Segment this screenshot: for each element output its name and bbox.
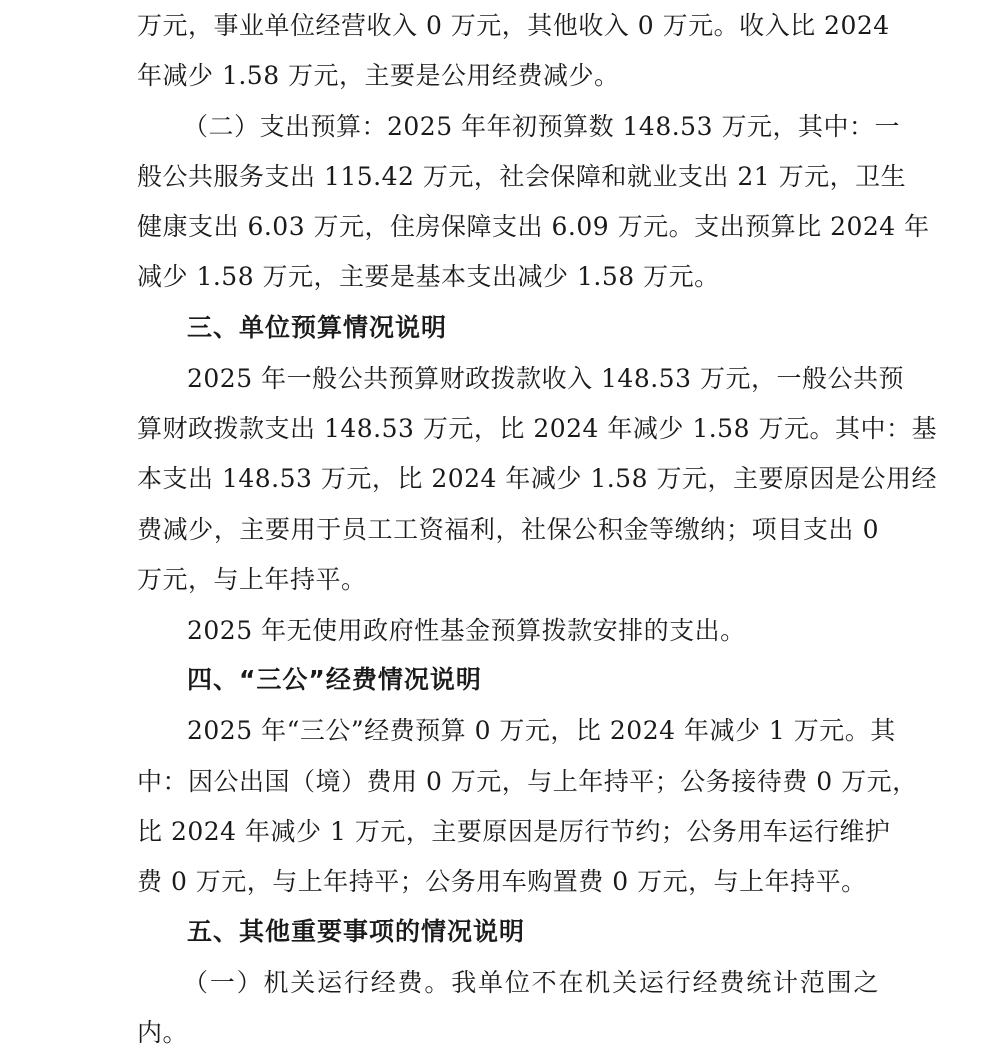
section-heading: 三、单位预算情况说明 xyxy=(187,313,448,342)
text-line: 健康支出 6.03 万元，住房保障支出 6.09 万元。支出预算比 2024 年 xyxy=(137,212,930,241)
text-line: 费减少，主要用于员工工资福利，社保公积金等缴纳；项目支出 0 xyxy=(137,515,879,544)
text-line: 费 0 万元，与上年持平；公务用车购置费 0 万元，与上年持平。 xyxy=(137,867,867,896)
text-line: 2025 年一般公共预算财政拨款收入 148.53 万元，一般公共预 xyxy=(187,364,904,393)
text-line: 般公共服务支出 115.42 万元，社会保障和就业支出 21 万元，卫生 xyxy=(137,162,907,191)
text-line: 比 2024 年减少 1 万元，主要原因是厉行节约；公务用车运行维护 xyxy=(137,817,891,846)
text-line: 中：因公出国（境）费用 0 万元，与上年持平；公务接待费 0 万元， xyxy=(137,767,918,796)
text-line: （二）支出预算：2025 年年初预算数 148.53 万元，其中：一 xyxy=(183,112,900,141)
section-heading: 五、其他重要事项的情况说明 xyxy=(187,917,526,946)
text-line: 年减少 1.58 万元，主要是公用经费减少。 xyxy=(137,61,620,90)
text-line: 内。 xyxy=(137,1018,189,1047)
text-line: （一）机关运行经费。我单位不在机关运行经费统计范围之 xyxy=(183,968,879,997)
text-line: 减少 1.58 万元，主要是基本支出减少 1.58 万元。 xyxy=(137,262,720,291)
text-line: 2025 年无使用政府性基金预算拨款安排的支出。 xyxy=(187,616,746,645)
text-line: 本支出 148.53 万元，比 2024 年减少 1.58 万元，主要原因是公用经 xyxy=(137,464,937,493)
text-line: 算财政拨款支出 148.53 万元，比 2024 年减少 1.58 万元。其中：基 xyxy=(137,414,937,443)
section-heading: 四、“三公”经费情况说明 xyxy=(187,665,482,694)
text-line: 万元，与上年持平。 xyxy=(137,565,367,594)
text-line: 2025 年“三公”经费预算 0 万元，比 2024 年减少 1 万元。其 xyxy=(187,716,896,745)
text-line: 万元，事业单位经营收入 0 万元，其他收入 0 万元。收入比 2024 xyxy=(137,11,890,40)
